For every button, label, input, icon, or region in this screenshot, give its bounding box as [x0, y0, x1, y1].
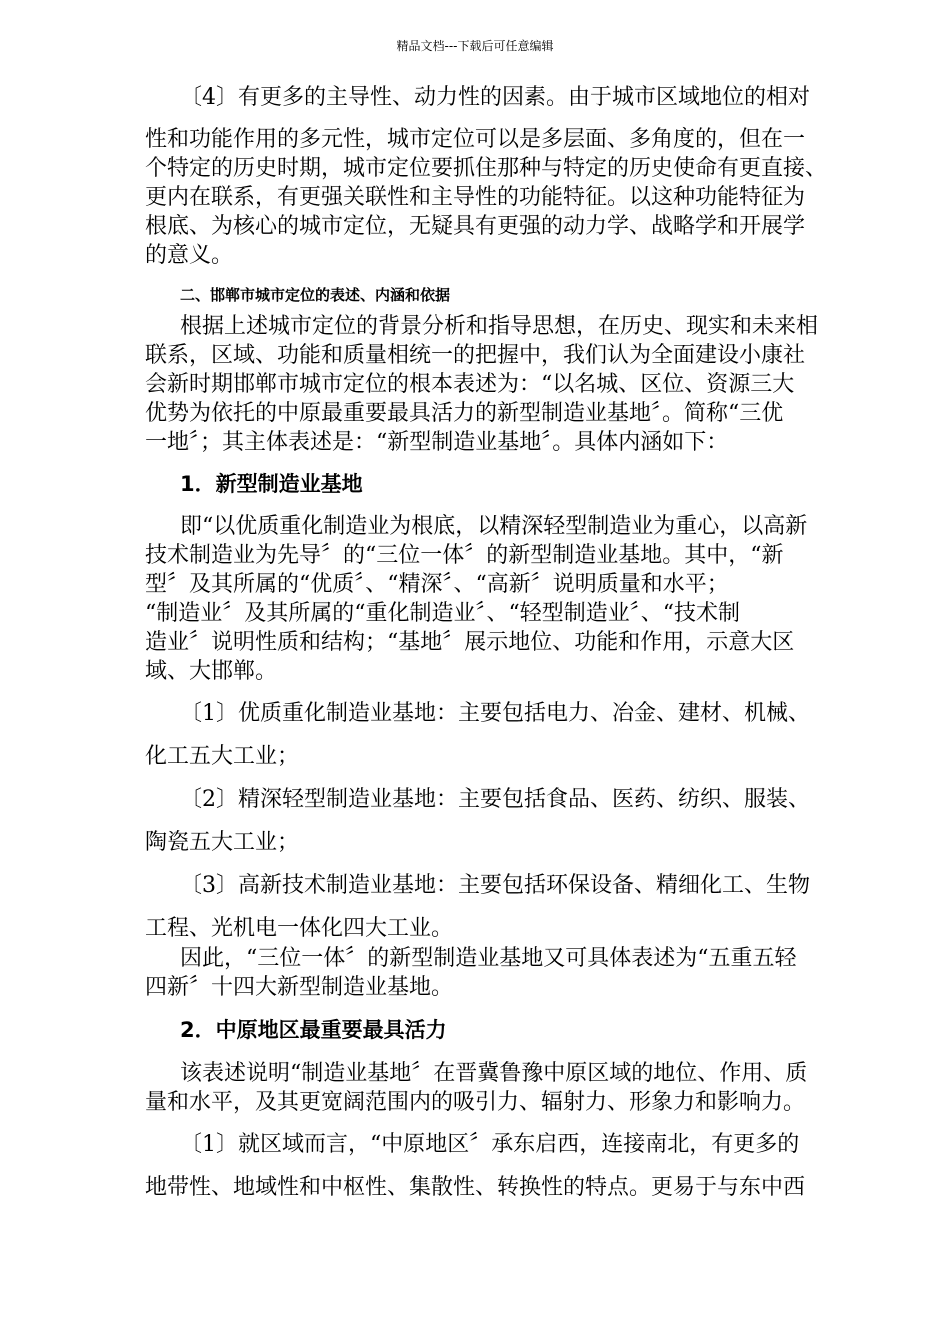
body-line: 技术制造业为先导〞的“三位一体〞的新型制造业基地。其中，“新 — [145, 543, 784, 568]
section-heading: 二、邯郸市城市定位的表述、内涵和依据 — [180, 286, 451, 304]
body-line: 四新〞十四大新型制造业基地。 — [145, 975, 454, 1000]
list-item: 〔2〕精深轻型制造业基地：主要包括食品、医药、纺织、服装、 — [180, 787, 810, 812]
body-line: 工程、光机电一体化四大工业。 — [145, 916, 454, 941]
body-line: 地带性、地域性和中枢性、集散性、转换性的特点。更易于与东中西 — [145, 1175, 806, 1200]
page-header: 精品文档---下载后可任意编辑 — [396, 39, 554, 53]
body-line: 量和水平，及其更宽阔范围内的吸引力、辐射力、形象力和影响力。 — [145, 1090, 806, 1115]
body-line: 型〞及其所属的“优质〞、“精深〞、“高新〞说明质量和水平； — [145, 572, 729, 597]
subsection-heading: 2．中原地区最重要最具活力 — [180, 1018, 447, 1042]
body-line: 联系，区域、功能和质量相统一的把握中，我们认为全面建设小康社 — [145, 343, 806, 368]
body-line: 更内在联系，有更强关联性和主导性的功能特征。以这种功能特征为 — [145, 185, 806, 210]
body-line: 〔4〕有更多的主导性、动力性的因素。由于城市区域地位的相对 — [180, 85, 810, 110]
list-item: 〔1〕就区域而言，“中原地区〞承东启西，连接南北，有更多的 — [180, 1132, 800, 1157]
body-line: 域、大邯郸。 — [145, 659, 278, 684]
body-line: 造业〞说明性质和结构；“基地〞展示地位、功能和作用，示意大区 — [145, 630, 795, 655]
body-line: 一地〞；其主体表述是：“新型制造业基地〞。具体内涵如下： — [145, 430, 729, 455]
body-line: 因此，“三位一体〞的新型制造业基地又可具体表述为“五重五轻 — [180, 946, 797, 971]
body-line: 会新时期邯郸市城市定位的根本表述为：“以名城、区位、资源三大 — [145, 372, 795, 397]
body-line: 的意义。 — [145, 243, 234, 268]
subsection-heading: 1．新型制造业基地 — [180, 472, 363, 496]
body-line: “制造业〞及其所属的“重化制造业〞、“轻型制造业〞、“技术制 — [145, 601, 740, 626]
list-item: 〔3〕高新技术制造业基地：主要包括环保设备、精细化工、生物 — [180, 873, 810, 898]
body-line: 优势为依托的中原最重要最具活力的新型制造业基地〞。简称“三优 — [145, 401, 784, 426]
body-line: 根据上述城市定位的背景分析和指导思想，在历史、现实和未来相 — [180, 314, 819, 339]
body-line: 个特定的历史时期，城市定位要抓住那种与特定的历史使命有更直接、 — [145, 156, 828, 181]
body-line: 即“以优质重化制造业为根底，以精深轻型制造业为重心，以高新 — [180, 514, 808, 539]
list-item: 〔1〕优质重化制造业基地：主要包括电力、冶金、建材、机械、 — [180, 701, 810, 726]
body-line: 陶瓷五大工业； — [145, 830, 300, 855]
body-line: 根底、为核心的城市定位，无疑具有更强的动力学、战略学和开展学 — [145, 214, 806, 239]
body-line: 性和功能作用的多元性，城市定位可以是多层面、多角度的，但在一 — [145, 127, 806, 152]
body-line: 化工五大工业； — [145, 744, 300, 769]
body-line: 该表述说明“制造业基地〞在晋冀鲁豫中原区域的地位、作用、质 — [180, 1061, 808, 1086]
